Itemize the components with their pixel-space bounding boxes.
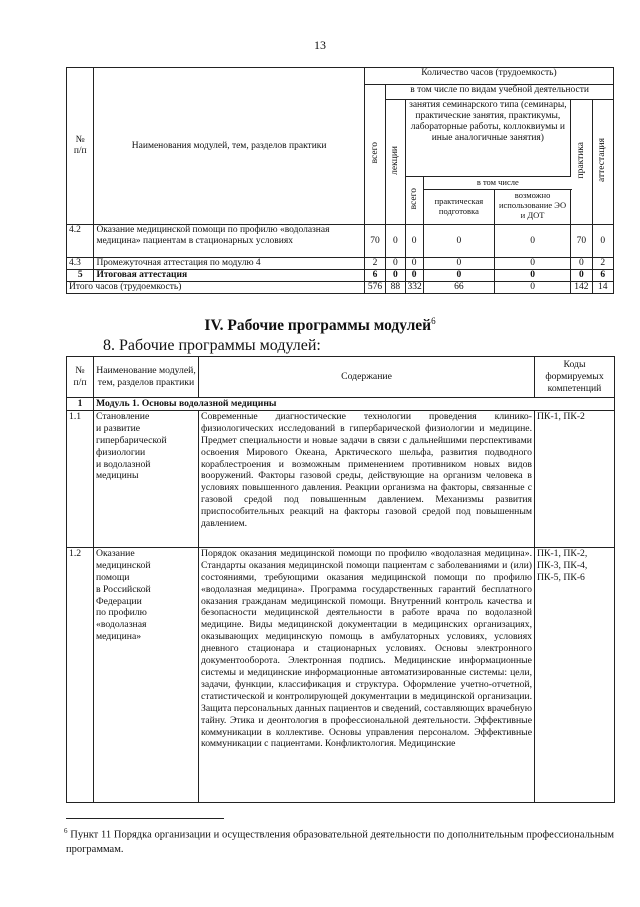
section-heading-text: IV. Рабочие программы модулей xyxy=(204,317,432,335)
cell-total: 576 xyxy=(364,282,385,294)
total-label: Итого часов (трудоемкость) xyxy=(67,282,365,294)
col-total-header: всего xyxy=(364,85,385,225)
hours-table xyxy=(66,67,614,294)
footnote-mark: 6 xyxy=(64,827,68,835)
cell-practice: 142 xyxy=(571,282,592,294)
row-name: Оказание медицинской помощи в Российской Федерации по профилю «водолазная медицина» xyxy=(94,547,199,802)
row-num: 1.1 xyxy=(67,410,94,547)
cell-total: 70 xyxy=(364,225,385,258)
page-number: 13 xyxy=(314,38,326,52)
programs-table xyxy=(66,356,615,803)
col-lectures-header: лекции xyxy=(386,100,405,225)
col-name-header: Наименования модулей, тем, разделов практики xyxy=(94,68,364,225)
col-attestation-header: аттестация xyxy=(592,100,613,225)
cell-eo-dot: 0 xyxy=(494,258,570,270)
cell-attestation: 2 xyxy=(592,258,613,270)
row-num: 1.2 xyxy=(67,547,94,802)
col-name-header: Наименование модулей, тем, разделов практики xyxy=(94,357,199,398)
module-title: Модуль 1. Основы водолазной медицины xyxy=(94,398,615,411)
row-codes: ПК-1, ПК-2 xyxy=(535,410,615,547)
cell-seminar-total: 0 xyxy=(405,225,423,258)
hours-total-header: Количество часов (трудоемкость) xyxy=(364,68,613,85)
cell-eo-dot: 0 xyxy=(494,270,570,282)
including-header xyxy=(423,177,519,225)
module-row xyxy=(67,398,615,411)
row-content: Порядок оказания медицинской помощи по профилю «водолазная медицина». Стандарты оказания медицинской помощи пациентам с заболеваниями и (или) состояниями, требующими оказания медицинской помощи по профилю «водолазная медицина». Программа государственных гарантий бесплатного оказания гражданам медицинской помощи. Внутренний контроль качества и безопасности медицинской деятельности в работе врача по водолазной медицине. Виды медицинской документации в медицинских организациях, оказывающих медицинскую помощь в амбулаторных условиях, условиях дневного стационара и стационарных условиях. Основы электронного документооборота. Электронная подпись. Медицинские информационные системы и медицинские информационные автоматизированные системы: цели, задачи, функции, классификация и структура. Оформление учетно-отчетной, статистической и контролирующей документации в медицинской организации. Защита персональных данных пациентов и сведений, составляющих врачебную тайну. Этика и деонтология в профессиональной деятельности. Эффективные коммуникации в коллективе. Основы управления персоналом. Эффективные коммуникации с пациентами. Конфликтология. Медицинские xyxy=(199,547,535,802)
cell-eo-dot: 0 xyxy=(494,225,570,258)
footnote xyxy=(66,824,614,857)
row-codes: ПК-1, ПК-2, ПК-3, ПК-4, ПК-5, ПК-6 xyxy=(535,547,615,802)
footnote-separator xyxy=(66,818,224,819)
row-num: 4.2 xyxy=(67,225,94,258)
cell-practical: 0 xyxy=(423,270,494,282)
cell-attestation: 14 xyxy=(592,282,613,294)
seminar-total-header: всего xyxy=(405,177,423,225)
cell-seminar-total: 0 xyxy=(405,270,423,282)
table-row xyxy=(67,410,615,547)
col-codes-header: Коды формируемых компетенций xyxy=(535,357,615,398)
cell-practical: 66 xyxy=(423,282,494,294)
cell-practical: 0 xyxy=(423,225,494,258)
row-name: Промежуточная аттестация по модулю 4 xyxy=(94,258,364,270)
row-content: Современные диагностические технологии проведения клинико-физиологических исследований в гипербарической физиологии и медицине. Предмет специальности и новые задачи в связи с дальнейшими перспективами освоения Мирового Океана, Арктического шельфа, развития подводного кораблестроения и возможным применением противником новых видов вооружений. Факторы газовой среды, действующие на организм человека в условиях повышенного давления. Реакции организма на факторы, связанные с газовой средой под повышенным давлением. Механизмы развития приспособительных реакций на факторы газовой средой под повышенным давлением. xyxy=(199,410,535,547)
cell-practice: 70 xyxy=(571,225,592,258)
cell-practice: 0 xyxy=(571,270,592,282)
cell-attestation: 0 xyxy=(592,225,613,258)
eo-dot-header: возможно использование ЭО и ДОТ xyxy=(494,177,570,225)
cell-lectures: 0 xyxy=(386,225,405,258)
cell-total: 2 xyxy=(364,258,385,270)
total-row xyxy=(67,282,614,294)
cell-lectures: 0 xyxy=(386,270,405,282)
footnote-ref: 6 xyxy=(431,316,436,326)
cell-total: 6 xyxy=(364,270,385,282)
cell-attestation: 6 xyxy=(592,270,613,282)
table-row xyxy=(67,258,614,270)
col-num-header: № п/п xyxy=(67,68,94,225)
footnote-text: Пункт 11 Порядка организации и осуществления образовательной деятельности по дополнительным профессиональным программам. xyxy=(66,829,615,855)
table-row xyxy=(67,225,614,258)
cell-seminar-total: 0 xyxy=(405,258,423,270)
cell-eo-dot: 0 xyxy=(494,282,570,294)
by-activity-header: в том числе по видам учебной деятельности xyxy=(386,85,614,100)
col-content-header: Содержание xyxy=(199,357,535,398)
including-label: в том числе xyxy=(424,177,572,190)
col-practice-header: практика xyxy=(571,100,592,225)
row-name: Становление и развитие гипербарической физиологии и водолазной медицины xyxy=(94,410,199,547)
row-name: Оказание медицинской помощи по профилю «водолазная медицина» пациентам в стационарных условиях xyxy=(94,225,364,258)
seminar-header: занятия семинарского типа (семинары, практические занятия, практикумы, лабораторные работы, коллоквиумы и иные аналогичные занятия) xyxy=(405,100,571,177)
col-num-header: № п/п xyxy=(67,357,94,398)
table-row xyxy=(67,270,614,282)
row-name: Итоговая аттестация xyxy=(94,270,364,282)
cell-seminar-total: 332 xyxy=(405,282,423,294)
practical-training-header: практическая подготовка xyxy=(434,196,484,216)
subheading: 8. Рабочие программы модулей: xyxy=(103,337,321,354)
table-row xyxy=(67,547,615,802)
section-heading xyxy=(0,316,640,335)
cell-lectures: 0 xyxy=(386,258,405,270)
row-num: 5 xyxy=(67,270,94,282)
cell-lectures: 88 xyxy=(386,282,405,294)
row-num: 4.3 xyxy=(67,258,94,270)
cell-practical: 0 xyxy=(423,258,494,270)
module-num: 1 xyxy=(67,398,94,411)
cell-practice: 0 xyxy=(571,258,592,270)
